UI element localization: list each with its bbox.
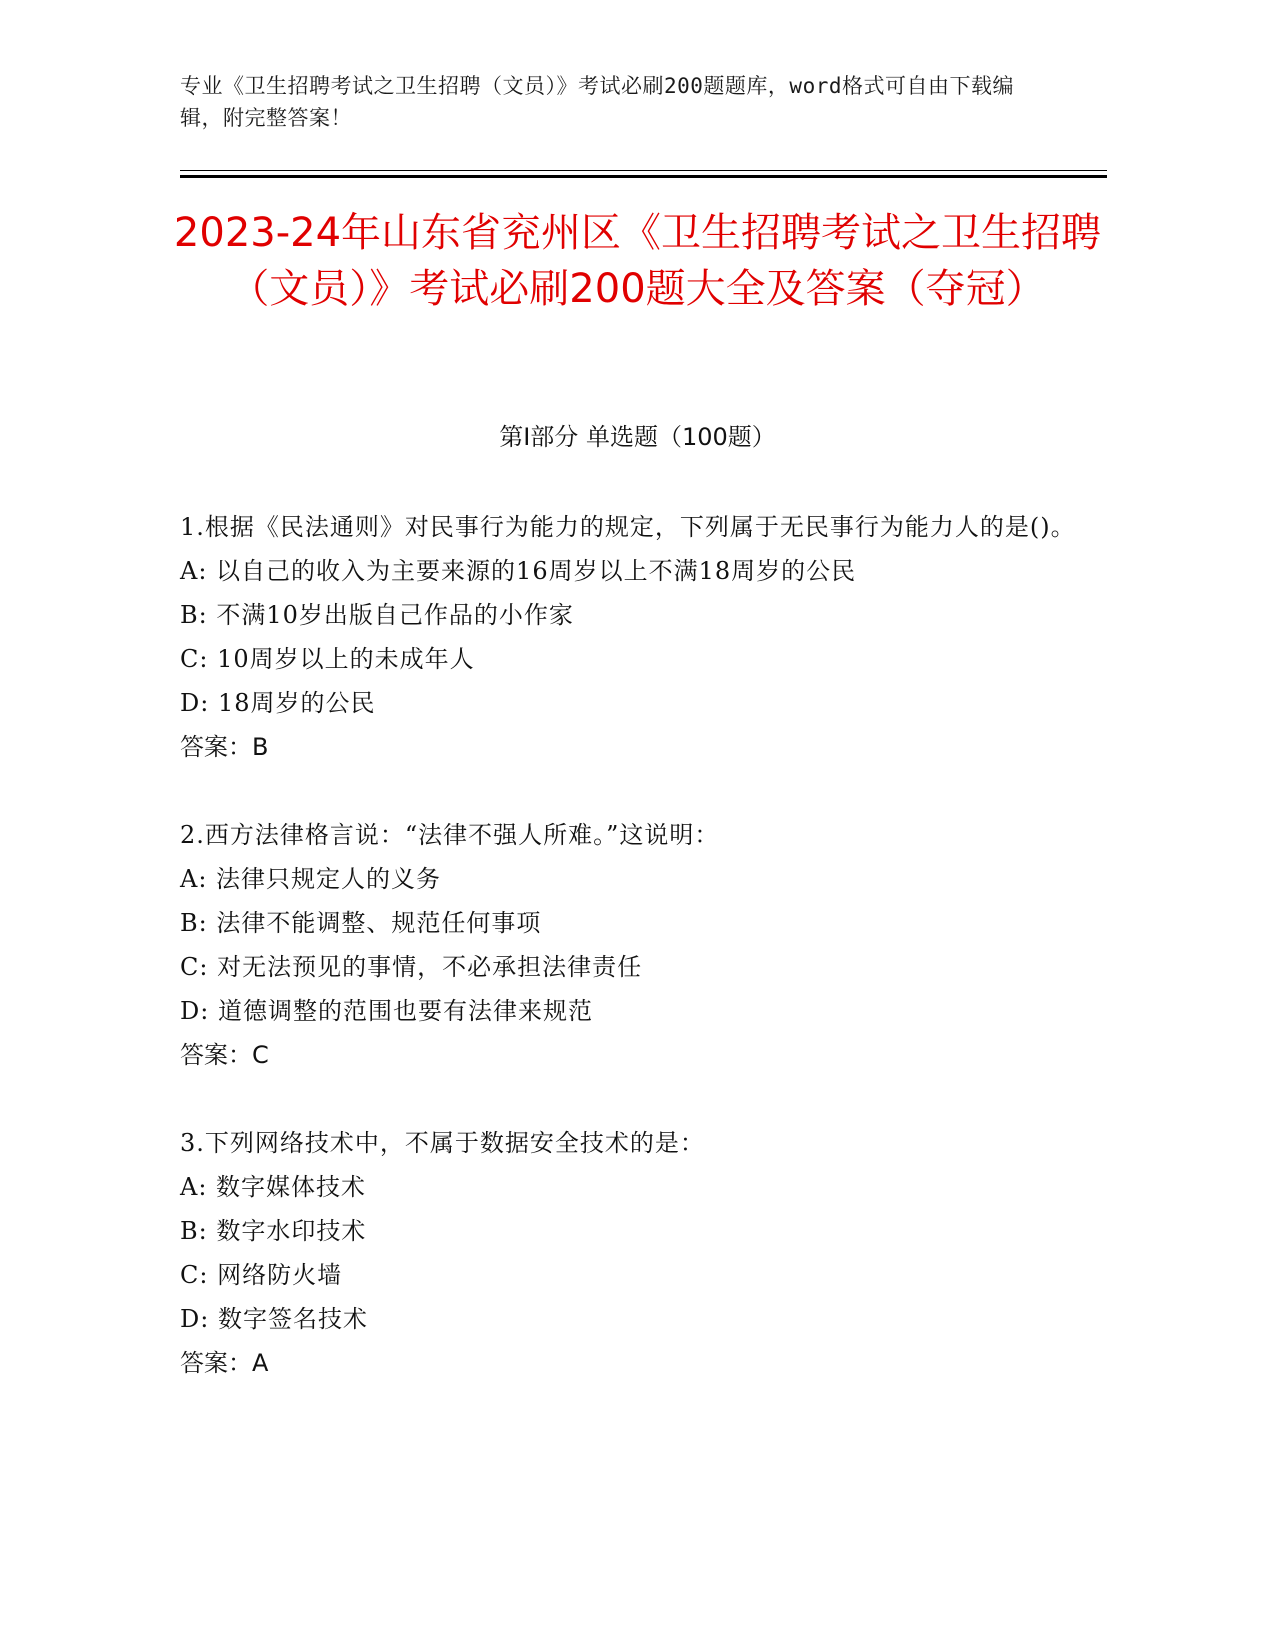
option-d: D: 道德调整的范围也要有法律来规范 [180, 997, 593, 1025]
option-a: A: 法律只规定人的义务 [180, 865, 442, 893]
answer: 答案：C [180, 1041, 269, 1069]
question-3 [180, 1121, 1080, 1385]
option-a: A: 以自己的收入为主要来源的16周岁以上不满18周岁的公民 [180, 557, 857, 585]
option-c: C: 对无法预见的事情，不必承担法律责任 [180, 953, 643, 981]
header-divider-thick [180, 175, 1107, 178]
option-c: C: 10周岁以上的未成年人 [180, 645, 475, 673]
option-a: A: 数字媒体技术 [180, 1173, 367, 1201]
header-note: 专业《卫生招聘考试之卫生招聘（文员）》考试必刷200题题库，word格式可自由下载编辑，附完整答案！ [180, 74, 1014, 130]
option-b: B: 不满10岁出版自己作品的小作家 [180, 601, 574, 629]
document-title: 2023-24年山东省兖州区《卫生招聘考试之卫生招聘（文员）》考试必刷200题大全及答案（夺冠） [173, 210, 1102, 312]
question-stem: 3.下列网络技术中，不属于数据安全技术的是： [180, 1129, 705, 1157]
option-d: D: 数字签名技术 [180, 1305, 368, 1333]
question-stem: 1.根据《民法通则》对民事行为能力的规定，下列属于无民事行为能力人的是()。 [180, 513, 1076, 541]
answer: 答案：B [180, 733, 269, 761]
question-stem: 2.西方法律格言说：“法律不强人所难。”这说明： [180, 821, 720, 849]
option-d: D: 18周岁的公民 [180, 689, 376, 717]
answer: 答案：A [180, 1349, 269, 1377]
question-list [180, 505, 1080, 1429]
question-1 [180, 505, 1080, 769]
option-b: B: 数字水印技术 [180, 1217, 367, 1245]
option-b: B: 法律不能调整、规范任何事项 [180, 909, 542, 937]
header-divider-thin [180, 170, 1107, 171]
option-c: C: 网络防火墙 [180, 1261, 343, 1289]
section-title: 第I部分 单选题（100题） [499, 423, 776, 451]
question-2 [180, 813, 1080, 1077]
